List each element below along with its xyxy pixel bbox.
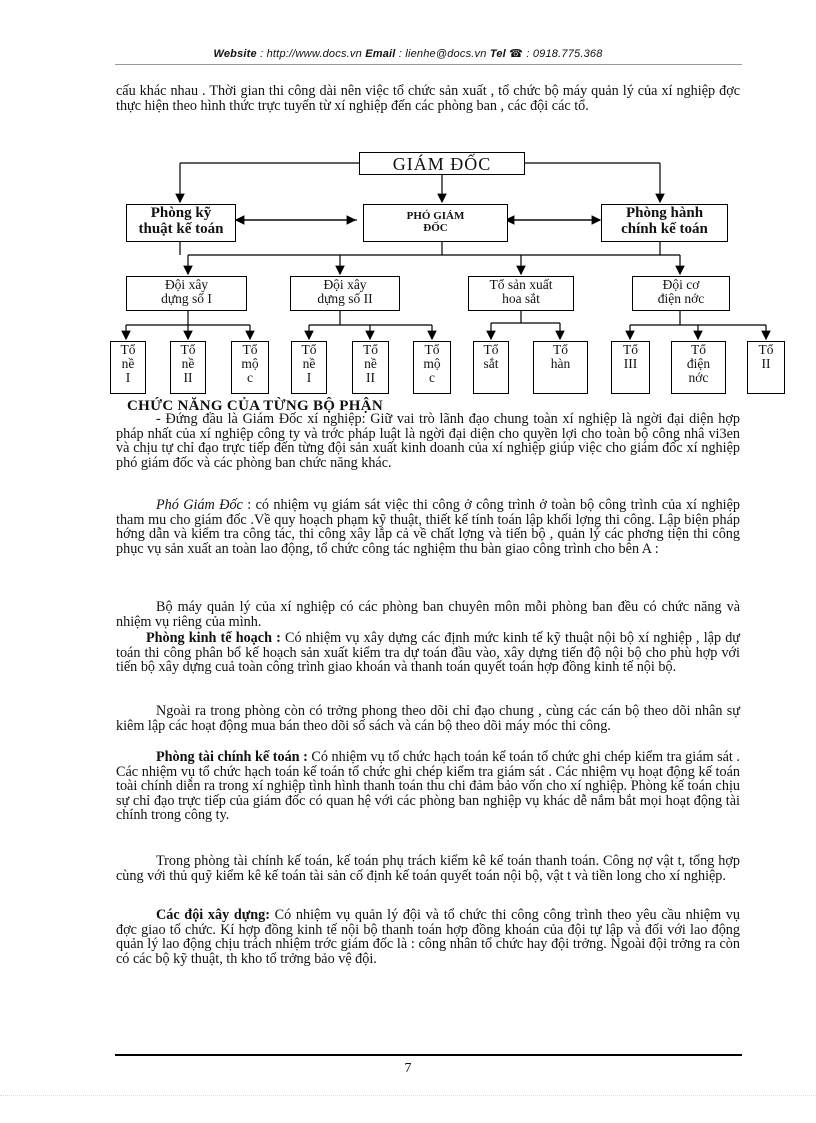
- team-1-line1: Đội xây: [164, 277, 209, 292]
- planning-body: Có nhiệm vụ xây dựng các định mức kinh tế kỹ thuật nội bộ xí nghiệp , lập dự toán thi công phân bổ kế hoạch sản xuất kiểm tra dự toán đầu vào, xây dựng tiến độ nội bộ cho phù hợp với tiến bộ xây dựng cuả toàn công trình giao khoán và thanh toán quyết toán hợp đồng kinh tế nội bộ.: [116, 630, 740, 675]
- team-3-box: [468, 276, 574, 311]
- admin-dept-line2: chính kế toán: [621, 221, 708, 237]
- tech-dept-box: [126, 204, 236, 242]
- admin-dept-line1: Phòng hành: [625, 205, 704, 221]
- unit-label: Tổ: [242, 342, 258, 357]
- unit-label: Tổ: [758, 342, 774, 357]
- unit-label: III: [623, 356, 638, 371]
- unit-label: II: [761, 356, 771, 371]
- team-1-box: [126, 276, 247, 311]
- unit-box: [291, 341, 327, 394]
- planning-lead: Phòng kinh tế hoạch :: [146, 630, 281, 646]
- director-box: [359, 152, 525, 175]
- unit-label: nề: [302, 356, 316, 371]
- deputy-line2: ĐỐC: [423, 222, 448, 234]
- team-4-box: [632, 276, 730, 311]
- email-label: Email: [365, 48, 396, 60]
- deputy-director-box: [363, 204, 508, 242]
- unit-label: Tổ: [120, 342, 136, 357]
- team-3-line2: hoa sắt: [502, 291, 540, 306]
- paragraph-planning-extra: Ngoài ra trong phòng còn có trởng phong theo dõi chỉ đạo chung , cùng các cán bộ theo dõi nhân sự kiêm lập các hoạt động mua bán theo dõi số sách và cán bộ theo dõi máy móc thi công.: [116, 703, 740, 734]
- tech-dept-line1: Phòng kỹ: [150, 205, 212, 221]
- unit-label: Tổ: [553, 342, 568, 357]
- unit-label: c: [429, 370, 435, 385]
- header-divider: [115, 64, 742, 65]
- phone-icon: ☎: [505, 48, 524, 60]
- footer-divider: [115, 1054, 742, 1056]
- unit-label: I: [125, 370, 131, 385]
- deputy-lead: Phó Giám Đốc: [156, 497, 243, 513]
- unit-box: [611, 341, 650, 394]
- deputy-body: : có nhiệm vụ giám sát việc thi công ở công trình ở toàn bộ công trình của xí nghiệp tham mu cho giám đốc .Về quy hoạch phạm kỹ thuật, thiết kế tính toán lập khối lợng thi công. Lập biện pháp hớng dẫn và kiểm tra công tác, thi công xây lắp cả về chất lợng và tiến bộ , quản lý các phơng tiện thi công phục vụ sản xuất an toàn lao động, tổ chức công tác nghiệm thu bàn giao công trình cho bên A :: [116, 497, 740, 557]
- finance-lead: Phòng tài chính kế toán :: [156, 749, 308, 765]
- unit-label: Tổ: [180, 342, 196, 357]
- deputy-line1: PHÓ GIÁM: [406, 210, 465, 222]
- team-4-line1: Đội cơ: [662, 277, 700, 292]
- unit-box: [747, 341, 785, 394]
- intro-paragraph: cấu khác nhau . Thời gian thi công dài nên việc tổ chức sản xuất , tổ chức bộ máy quản lý của xí nghiệp đợc thực hiện theo hình thức trực tuyến từ xí nghiệp đến các phòng ban , các đội các tổ.: [116, 83, 740, 114]
- unit-box: [231, 341, 269, 394]
- unit-label: Tổ: [301, 342, 317, 357]
- construction-body: Có nhiệm vụ quản lý đội và tổ chức thi công công trình theo yêu cầu nhiệm vụ đợc giao tổ chức. Kí hợp đồng kinh tế nội bộ thanh toán hợp đồng khoán của đội tự lập và đối với lao động quản lý lao động chịu trách nhiệm trớc giám đốc là : công nhân tổ chức hay đội trởng. Ngoài đội trởng ra còn có các bộ kỹ thuật, th kho tổ trởng bảo vệ đội.: [116, 907, 740, 967]
- unit-box: [671, 341, 726, 394]
- unit-label: Tổ: [424, 342, 440, 357]
- unit-label: c: [247, 370, 253, 385]
- unit-box: [110, 341, 146, 394]
- paragraph-departments: Bộ máy quản lý của xí nghiệp có các phòng ban chuyên môn mỗi phòng ban đều có chức năng và nhiệm vụ riêng của mình.: [116, 599, 740, 630]
- director-label: GIÁM ĐỐC: [392, 154, 492, 174]
- team-4-line2: điện nớc: [657, 291, 705, 306]
- finance-body: Có nhiệm vụ tổ chức hạch toán kế toán tổ chức ghi chép kiểm tra giám sát . Các nhiệm vụ tổ chức hạch toán kế toán tổ chức ghi chép kiểm tra giám sát . Các nhiệm vụ hoạt động kế toán toài chính diễn ra trong xí nghiệp tình hình thanh toán thu chi đảm bảo vốn cho xí nghiệp. Phòng kế toán chịu sự chỉ đạo trực tiếp của giám đốc có quan hệ với các phòng ban nghiệp vụ khác dễ nắm bắt mọi hoạt động tài chính trong công ty.: [116, 749, 740, 823]
- unit-label: Tổ: [483, 342, 499, 357]
- team-2-line1: Đội xây: [323, 277, 367, 292]
- website-label: Website: [213, 48, 257, 60]
- unit-label: II: [366, 370, 375, 385]
- tech-dept-line2: thuật kế toán: [138, 221, 224, 237]
- unit-label: điện: [686, 356, 711, 371]
- paragraph-finance: [116, 750, 740, 823]
- paragraph-finance-extra: Trong phòng tài chính kế toán, kế toán phụ trách kiểm kê kế toán thanh toán. Công nợ vật t, tổng hợp cùng với thủ quỹ kiểm kê kế toán tài sản cố định kế toán quyết toán nội bộ, vật t và tiền long cho xí nghiệp.: [116, 853, 740, 884]
- paragraph-director: - Đứng đầu là Giám Đốc xí nghiệp: Giữ vai trò lãnh đạo chung toàn xí nghiệp là ngời đại diện hợp pháp nhất của xí nghiệp công ty và trớc pháp luật là ngời đại diện cho quyền lợi cho toàn bộ công nhâ vi3en và chịu tự chỉ đạo trực tiếp đến từng đội sản xuất kinh doanh của xí nghiệp giúp việc cho giám đốc xí nghiệp phó giám đốc và các phòng ban chức năng khác.: [116, 411, 740, 471]
- unit-box: [473, 341, 509, 394]
- team-2-line2: dựng số II: [317, 291, 373, 306]
- paragraph-planning: [116, 631, 740, 675]
- unit-label: Tổ: [363, 342, 378, 357]
- section-title: CHỨC NĂNG CỦA TỪNG BỘ PHẬN: [127, 398, 383, 414]
- unit-label: nề: [364, 356, 377, 371]
- team-1-line2: dựng số I: [161, 291, 212, 306]
- unit-box: [413, 341, 451, 394]
- paragraph-deputy: [116, 498, 740, 556]
- team-2-box: [290, 276, 400, 311]
- website-value: : http://www.docs.vn: [256, 48, 366, 60]
- page-bottom-border: [0, 1095, 816, 1096]
- unit-label: Tổ: [623, 342, 638, 357]
- team-3-line1: Tổ sản xuất: [489, 277, 553, 292]
- unit-label: nớc: [688, 370, 709, 385]
- unit-label: Tổ: [691, 342, 706, 357]
- tel-value: : 0918.775.368: [523, 48, 603, 60]
- paragraph-construction: [116, 908, 740, 966]
- page-number: 7: [404, 1061, 412, 1076]
- unit-box: [352, 341, 389, 394]
- unit-label: hàn: [550, 356, 571, 371]
- tel-label: Tel: [489, 48, 506, 60]
- email-value: : lienhe@docs.vn: [395, 48, 490, 60]
- page-header: [0, 47, 816, 60]
- unit-label: nề: [121, 356, 135, 371]
- admin-dept-box: [601, 204, 728, 242]
- unit-label: nề: [181, 356, 195, 371]
- construction-lead: Các đội xây dựng:: [156, 907, 270, 923]
- unit-box: [533, 341, 588, 394]
- unit-label: mộ: [423, 356, 441, 371]
- unit-label: II: [183, 370, 193, 385]
- unit-label: mộ: [241, 356, 259, 371]
- unit-label: sắt: [483, 356, 499, 371]
- unit-box: [170, 341, 206, 394]
- unit-label: I: [306, 370, 312, 385]
